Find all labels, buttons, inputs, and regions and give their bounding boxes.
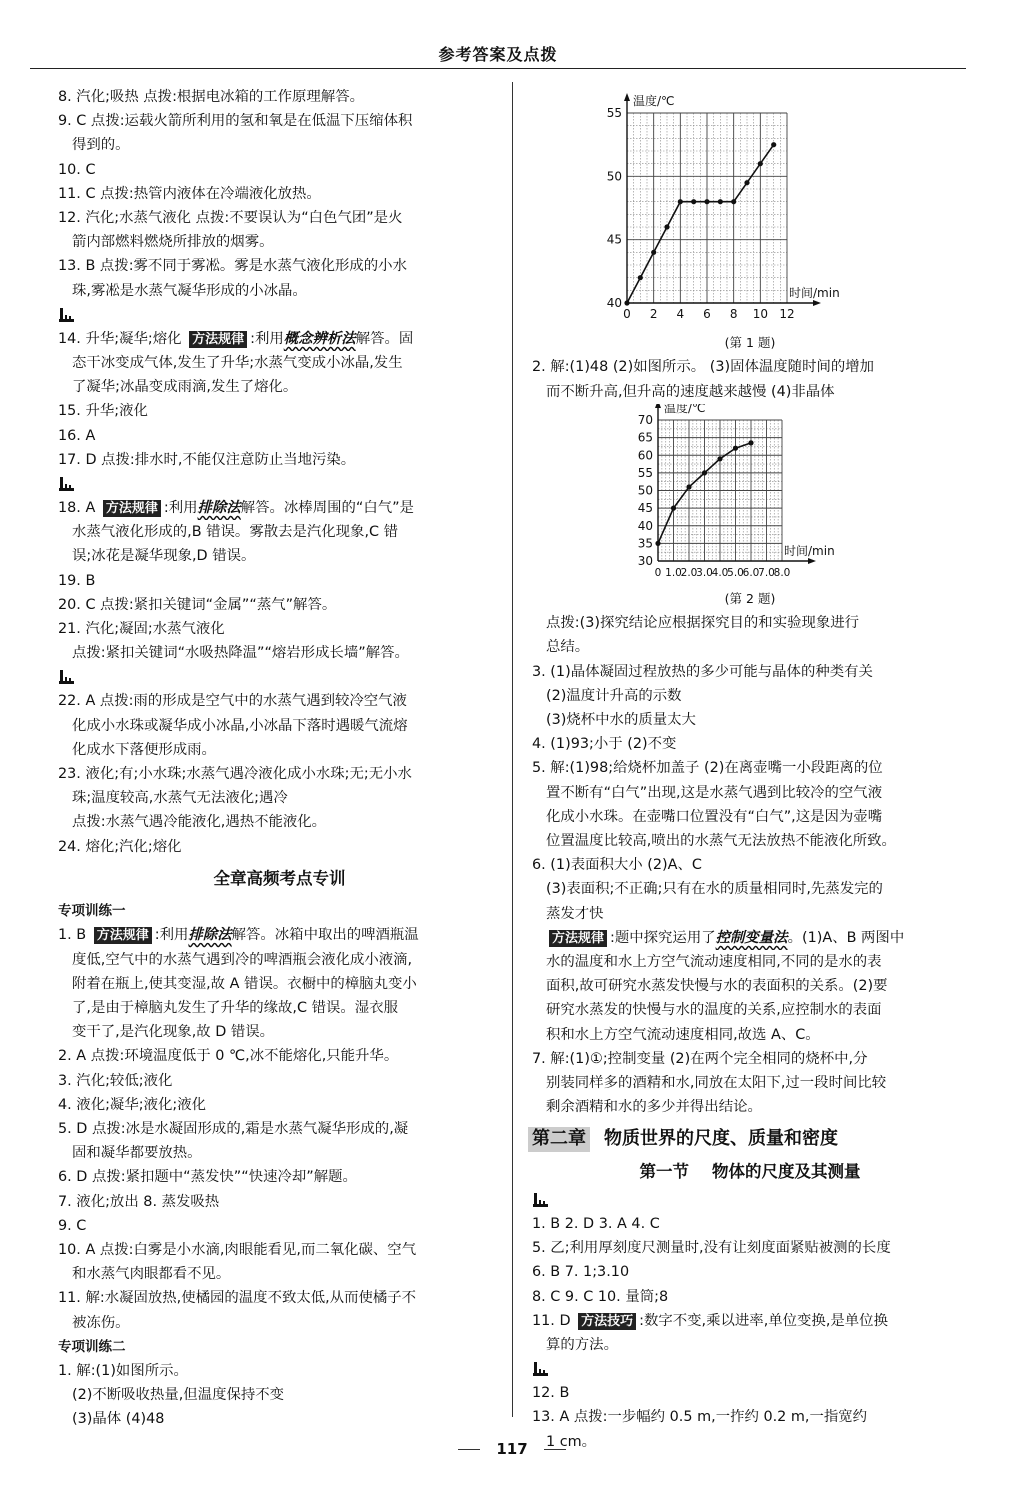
answer-line: 8. C 9. C 10. 量筒;8 — [532, 1288, 669, 1305]
answer-line: 1. 解:(1)如图所示。 — [58, 1362, 188, 1379]
x-tick-label: 2.0 — [680, 566, 698, 579]
answer-line: 变干了,是汽化现象,故 D 错误。 — [72, 1024, 275, 1041]
answer-line — [532, 1309, 968, 1333]
answer-line: 9. C 点拨:运载火箭所利用的氢和氧是在低温下压缩体积 — [58, 113, 413, 130]
left-column — [58, 85, 501, 1432]
answer-line: 1 cm。 — [546, 1433, 597, 1450]
data-point — [771, 142, 776, 147]
level-marker-icon — [58, 307, 501, 323]
level-marker-icon — [532, 1192, 968, 1208]
page-footer — [0, 1440, 1024, 1458]
data-point — [731, 199, 736, 204]
answer-text: 解答。冰棒周围的“白气”是 — [240, 500, 414, 517]
chart1-svg — [532, 85, 862, 323]
header-title: 参考答案及点拨 — [438, 45, 558, 64]
y-axis-arrow — [624, 93, 630, 101]
answer-line: 面积,故可研究水蒸发快慢与水的表面积的关系。(2)要 — [546, 978, 888, 995]
level-marker-icon-svg — [58, 307, 76, 323]
x-axis-arrow — [808, 558, 816, 564]
answer-line: 态干冰变成气体,发生了升华;水蒸气变成小冰晶,发生 — [72, 355, 403, 372]
x-axis-label: 时间/min — [784, 543, 835, 558]
answer-line — [58, 327, 501, 351]
answer-line: (2)温度计升高的示数 — [546, 687, 682, 704]
answer-line: 4. 液化;凝华;液化;液化 — [58, 1096, 206, 1113]
answer-line: 1. B 2. D 3. A 4. C — [532, 1215, 660, 1232]
answer-line: 17. D 点拨:排水时,不能仅注意防止当地污染。 — [58, 451, 356, 468]
level-marker-icon-svg — [58, 669, 76, 685]
answer-line: 16. A — [58, 427, 96, 444]
figure-caption: (第 2 题) — [724, 591, 776, 607]
right-answers-part1 — [532, 85, 968, 1119]
answer-line: 3. (1)晶体凝固过程放热的多少可能与晶体的种类有关 — [532, 663, 873, 680]
method-tag: 方法规律 — [103, 500, 161, 517]
answer-line: (3)晶体 (4)48 — [72, 1411, 165, 1428]
answer-line: 10. C — [58, 161, 96, 178]
answer-line: 11. 解:水凝固放热,使橘园的温度不致太低,从而使橘子不 — [58, 1290, 417, 1307]
page-header — [30, 38, 966, 69]
method-tag: 方法规律 — [549, 930, 607, 947]
x-axis-label: 时间/min — [789, 286, 840, 300]
method-name: 控制变量法 — [715, 929, 788, 946]
answer-line: 研究水蒸发的快慢与水的温度的关系,应控制水的表面 — [546, 1002, 882, 1019]
answer-line: 6. B 7. 1;3.10 — [532, 1264, 630, 1281]
sub-heading: 专项训练二 — [58, 1338, 126, 1355]
x-tick-label: 0 — [654, 566, 662, 579]
answer-line: 13. A 点拨:一步幅约 0.5 m,一拃约 0.2 m,一指宽约 — [532, 1409, 868, 1426]
answer-line: 20. C 点拨:紧扣关键词“金属”“蒸气”解答。 — [58, 596, 337, 613]
x-tick-label: 4 — [676, 307, 685, 321]
answer-text: :利用 — [154, 927, 189, 944]
y-tick-label: 45 — [606, 232, 622, 247]
data-point — [758, 161, 763, 166]
sub-heading: 专项训练一 — [58, 903, 126, 920]
answer-line: 13. B 点拨:雾不同于雾凇。雾是水蒸气液化形成的小水 — [58, 258, 407, 275]
answer-text: :数字不变,乘以进率,单位变换,是单位换 — [639, 1312, 888, 1329]
right-answers-part2 — [532, 1192, 968, 1454]
answer-line: 6. D 点拨:紧扣题中“蒸发快”“快速冷却”解题。 — [58, 1169, 357, 1186]
data-point — [704, 199, 709, 204]
method-tag: 方法规律 — [94, 927, 152, 944]
answer-line: 2. 解:(1)48 (2)如图所示。 (3)固体温度随时间的增加 — [532, 359, 875, 376]
y-tick-label: 55 — [637, 465, 653, 480]
right-column — [532, 85, 968, 1454]
answer-line: 误;冰花是凝华现象,D 错误。 — [72, 548, 256, 565]
footer-dash-right — [544, 1449, 566, 1450]
answer-line: 积和水上方空气流动速度相同,故选 A、C。 — [546, 1026, 820, 1043]
answer-line: 珠;温度较高,水蒸气无法液化;遇冷 — [72, 790, 288, 807]
section-title: 第一节 物体的尺度及其测量 — [639, 1161, 861, 1181]
figure-caption: (第 1 题) — [724, 335, 776, 351]
method-name: 排除法 — [197, 500, 241, 517]
answer-line: 12. B — [532, 1385, 570, 1402]
y-tick-label: 35 — [637, 536, 653, 551]
footer-dash-left — [458, 1449, 480, 1450]
chapter-number: 第二章 — [528, 1127, 590, 1151]
x-tick-label: 8 — [729, 307, 738, 321]
answer-line: 8. 汽化;吸热 点拨:根据电冰箱的工作原理解答。 — [58, 89, 364, 105]
y-tick-label: 70 — [637, 412, 653, 427]
answer-line: 剩余酒精和水的多少并得出结论。 — [546, 1099, 762, 1116]
data-point — [733, 445, 738, 450]
level-marker-icon-svg — [532, 1361, 550, 1377]
answer-line: 化成水下落便形成雨。 — [72, 741, 216, 758]
level-marker-icon — [532, 1361, 968, 1377]
y-tick-label: 50 — [606, 169, 622, 184]
answer-line — [58, 923, 501, 947]
y-tick-label: 55 — [606, 106, 622, 120]
x-tick-label: 0 — [623, 307, 631, 321]
y-tick-label: 60 — [637, 448, 653, 463]
answer-line: 5. D 点拨:冰是水凝固形成的,霜是水蒸气凝华形成的,凝 — [58, 1120, 409, 1137]
answer-line: 3. 汽化;较低;液化 — [58, 1072, 173, 1089]
answer-text: :利用 — [163, 500, 198, 517]
answer-line: 5. 乙;利用厚刻度尺测量时,没有让刻度面紧贴被测的长度 — [532, 1240, 891, 1257]
answer-line: 被冻伤。 — [72, 1314, 130, 1331]
answer-line: 2. A 点拨:环境温度低于 0 ℃,冰不能熔化,只能升华。 — [58, 1048, 399, 1065]
answer-line: (3)表面积;不正确;只有在水的质量相同时,先蒸发完的 — [546, 881, 883, 898]
y-tick-label: 30 — [637, 553, 653, 568]
answer-line: 点拨:水蒸气遇冷能液化,遇热不能液化。 — [72, 814, 327, 831]
data-point — [748, 440, 753, 445]
answer-line: 15. 升华;液化 — [58, 403, 148, 420]
data-point — [744, 180, 749, 185]
answer-line: 度低,空气中的水蒸气遇到冷的啤酒瓶会液化成小液滴, — [72, 951, 413, 968]
answer-line: 11. C 点拨:热管内液体在冷端液化放热。 — [58, 185, 321, 202]
x-tick-label: 7.0 — [758, 566, 775, 579]
answer-line: 4. (1)93;小于 (2)不变 — [532, 736, 677, 753]
method-tag: 方法技巧 — [578, 1313, 636, 1330]
chapter-name: 物质世界的尺度、质量和密度 — [604, 1128, 838, 1150]
chapter-title — [528, 1127, 968, 1151]
data-point — [671, 505, 676, 510]
answer-line: 22. A 点拨:雨的形成是空气中的水蒸气遇到较冷空气液 — [58, 693, 407, 710]
chart1-figure — [532, 85, 968, 331]
y-axis-label: 温度/℃ — [664, 403, 706, 415]
x-tick-label: 3.0 — [696, 566, 713, 579]
data-point — [664, 224, 669, 229]
answer-line: 固和凝华都要放热。 — [72, 1145, 202, 1162]
answer-line: 和水蒸气肉眼都看不见。 — [72, 1266, 231, 1283]
section-heading: 全章高频考点专训 — [213, 868, 346, 888]
x-tick-label: 6.0 — [742, 566, 760, 579]
answer-line: 位置温度比较高,喷出的水蒸气无法放热不能液化所致。 — [546, 833, 896, 850]
data-point — [655, 541, 660, 546]
answer-line: (2)不断吸收热量,但温度保持不变 — [72, 1387, 285, 1404]
y-axis-label: 温度/℃ — [633, 94, 675, 108]
column-divider — [512, 82, 513, 1417]
answer-line: 珠,雾凇是水蒸气凝华形成的小冰晶。 — [72, 282, 307, 299]
answer-line: 10. A 点拨:白雾是小水滴,肉眼能看见,而二氧化碳、空气 — [58, 1241, 417, 1258]
answer-line: 点拨:紧扣关键词“水吸热降温”“熔岩形成长墙”解答。 — [72, 645, 409, 662]
answer-line: 总结。 — [546, 639, 590, 656]
answer-line: 了凝华;冰晶变成雨滴,发生了熔化。 — [72, 379, 298, 396]
data-point — [686, 484, 691, 489]
x-tick-label: 5.0 — [727, 566, 744, 579]
answer-line: 5. 解:(1)98;给烧杯加盖子 (2)在离壶嘴一小段距离的位 — [532, 760, 883, 777]
answer-line — [532, 926, 968, 950]
x-tick-label: 6 — [703, 307, 711, 321]
answer-line: 23. 液化;有;小水珠;水蒸气遇冷液化成小水珠;无;无小水 — [58, 766, 412, 783]
data-point — [678, 199, 683, 204]
level-marker-icon-svg — [532, 1192, 550, 1208]
answer-text: 解答。冰箱中取出的啤酒瓶温 — [231, 927, 419, 944]
answer-line: 24. 熔化;汽化;熔化 — [58, 838, 182, 855]
data-point — [624, 300, 629, 305]
data-point — [651, 250, 656, 255]
answer-line: 19. B — [58, 572, 96, 589]
answer-line: 7. 解:(1)①;控制变量 (2)在两个完全相同的烧杯中,分 — [532, 1050, 868, 1067]
answer-line: 12. 汽化;水蒸气液化 点拨:不要误认为“白色气团”是火 — [58, 210, 403, 227]
answer-line — [58, 496, 501, 520]
answer-line: 置不断有“白气”出现,这是水蒸气遇到比较冷的空气液 — [546, 784, 883, 801]
y-tick-label: 45 — [637, 500, 653, 515]
data-point — [717, 456, 722, 461]
answer-line: 6. (1)表面积大小 (2)A、C — [532, 857, 702, 874]
answer-line: 水蒸气液化形成的,B 错误。雾散去是汽化现象,C 错 — [72, 524, 399, 541]
answer-text: 解答。固 — [355, 330, 414, 347]
data-point — [638, 275, 643, 280]
answer-text: 1. B — [58, 927, 91, 944]
method-name: 概念辨析法 — [283, 330, 356, 347]
answer-text: :利用 — [250, 330, 284, 347]
page-number: 117 — [496, 1440, 528, 1458]
answer-line: 算的方法。 — [546, 1336, 618, 1353]
answer-line: 化成小水珠或凝华成小冰晶,小冰晶下落时遇暖气流熔 — [72, 717, 408, 734]
level-marker-icon — [58, 476, 501, 492]
answer-line: 别装同样多的酒精和水,同放在太阳下,过一段时间比较 — [546, 1075, 887, 1092]
answer-line: 7. 液化;放出 8. 蒸发吸热 — [58, 1193, 220, 1210]
answer-text: 18. A — [58, 500, 100, 517]
answer-line: 化成小水珠。在壶嘴口位置没有“白气”,这是因为壶嘴 — [546, 808, 883, 825]
answer-line: 点拨:(3)探究结论应根据探究目的和实验现象进行 — [546, 615, 860, 632]
answer-text: 。(1)A、B 两图中 — [787, 929, 905, 946]
answer-text: :题中探究运用了 — [610, 929, 716, 946]
answer-line: 水的温度和水上方空气流动速度相同,不同的是水的表 — [546, 954, 882, 971]
answer-text: 11. D — [532, 1312, 576, 1329]
answer-line: 9. C — [58, 1217, 87, 1234]
x-tick-label: 1.0 — [665, 566, 682, 579]
answer-line: 了,是由于樟脑丸发生了升华的缘故,C 错误。湿衣服 — [72, 999, 398, 1016]
answer-line: 而不断升高,但升高的速度越来越慢 (4)非晶体 — [546, 383, 835, 400]
x-tick-label: 10 — [752, 307, 768, 321]
y-tick-label: 40 — [606, 296, 622, 310]
x-tick-label: 4.0 — [711, 566, 729, 579]
answer-line: 附着在瓶上,使其变湿,故 A 错误。衣橱中的樟脑丸变小 — [72, 975, 417, 992]
answer-line: 得到的。 — [72, 137, 130, 154]
x-tick-label: 8.0 — [773, 566, 791, 579]
chart2-svg — [532, 404, 862, 579]
data-point — [702, 470, 707, 475]
y-tick-label: 50 — [637, 483, 653, 498]
y-tick-label: 40 — [637, 518, 653, 533]
x-tick-label: 12 — [779, 307, 795, 321]
answer-line: (3)烧杯中水的质量太大 — [546, 712, 696, 729]
method-name: 排除法 — [188, 927, 232, 944]
y-tick-label: 65 — [637, 430, 653, 445]
x-tick-label: 2 — [649, 307, 658, 321]
answer-text: 14. 升华;凝华;熔化 — [58, 330, 187, 347]
x-axis-arrow — [813, 300, 821, 306]
method-tag: 方法规律 — [189, 331, 247, 348]
data-point — [718, 199, 723, 204]
level-marker-icon-svg — [58, 476, 76, 492]
chart2-figure — [532, 404, 968, 587]
answer-line: 蒸发才快 — [546, 905, 604, 922]
y-axis-arrow — [655, 404, 661, 408]
answer-line: 21. 汽化;凝固;水蒸气液化 — [58, 621, 225, 638]
data-point — [691, 199, 696, 204]
level-marker-icon — [58, 669, 501, 685]
answer-line: 箭内部燃料燃烧所排放的烟雾。 — [72, 234, 274, 251]
